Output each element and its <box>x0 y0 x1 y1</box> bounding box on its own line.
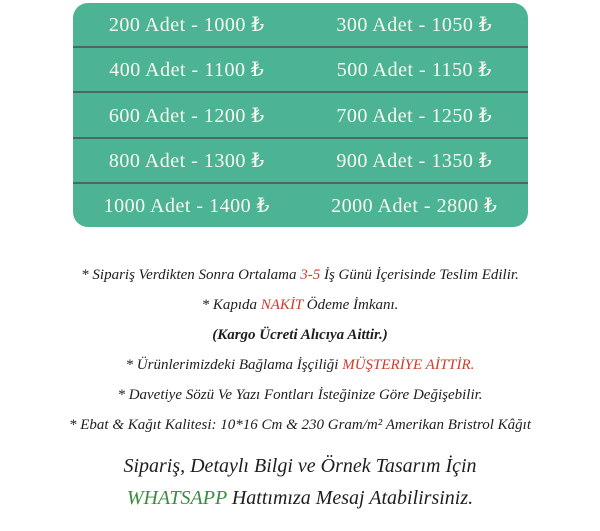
footer-text: Hattımıza Mesaj Atabilirsiniz. <box>226 487 474 509</box>
note-text: * Ebat & Kağıt Kalitesi: 10*16 Cm & 230 Gram/m² Amerikan Bristrol Kâğıt <box>68 417 531 433</box>
price-cell: 500 Adet - 1150 ₺ <box>336 59 492 82</box>
price-cell: 1000 Adet - 1400 ₺ <box>103 194 270 217</box>
note-highlight: 3-5 <box>300 267 321 283</box>
note-customization <box>0 380 600 410</box>
price-cell: 200 Adet - 1000 ₺ <box>108 14 265 37</box>
notes-section <box>0 260 600 440</box>
note-text: İş Günü İçerisinde Teslim Edilir. <box>320 267 519 283</box>
price-cell: 300 Adet - 1050 ₺ <box>336 14 493 37</box>
note-shipping-fee <box>0 320 600 350</box>
price-cell: 700 Adet - 1250 ₺ <box>336 104 493 127</box>
footer-line-1: Sipariş, Detaylı Bilgi ve Örnek Tasarım İçin <box>123 455 477 477</box>
note-delivery-time <box>0 260 600 290</box>
note-text: * Ürünlerimizdeki Bağlama İşçiliği <box>125 357 343 373</box>
note-text: * Kapıda <box>201 297 261 313</box>
footer-line-2 <box>0 482 600 514</box>
note-paper-quality <box>0 410 600 440</box>
price-cell: 800 Adet - 1300 ₺ <box>108 149 265 172</box>
note-highlight: MÜŞTERİYE AİTTİR. <box>342 357 475 373</box>
price-cell: 900 Adet - 1350 ₺ <box>336 149 493 172</box>
price-row <box>73 93 528 138</box>
footer-section <box>0 450 600 514</box>
note-text: * Sipariş Verdikten Sonra Ortalama <box>81 267 301 283</box>
price-row <box>73 48 528 93</box>
price-row <box>73 139 528 184</box>
price-cell: 2000 Adet - 2800 ₺ <box>331 194 498 217</box>
note-text: (Kargo Ücreti Alıcıya Aittir.) <box>212 327 388 343</box>
price-table <box>73 3 528 227</box>
whatsapp-highlight: WHATSAPP <box>126 487 227 509</box>
price-cell: 600 Adet - 1200 ₺ <box>108 104 265 127</box>
price-cell: 400 Adet - 1100 ₺ <box>109 59 265 82</box>
note-cash-payment <box>0 290 600 320</box>
note-text: * Davetiye Sözü Ve Yazı Fontları İsteğinize Göre Değişebilir. <box>117 387 483 403</box>
price-row <box>73 3 528 48</box>
note-text: Ödeme İmkanı. <box>303 297 399 313</box>
price-row <box>73 184 528 227</box>
note-binding-labor <box>0 350 600 380</box>
note-highlight: NAKİT <box>260 297 304 313</box>
